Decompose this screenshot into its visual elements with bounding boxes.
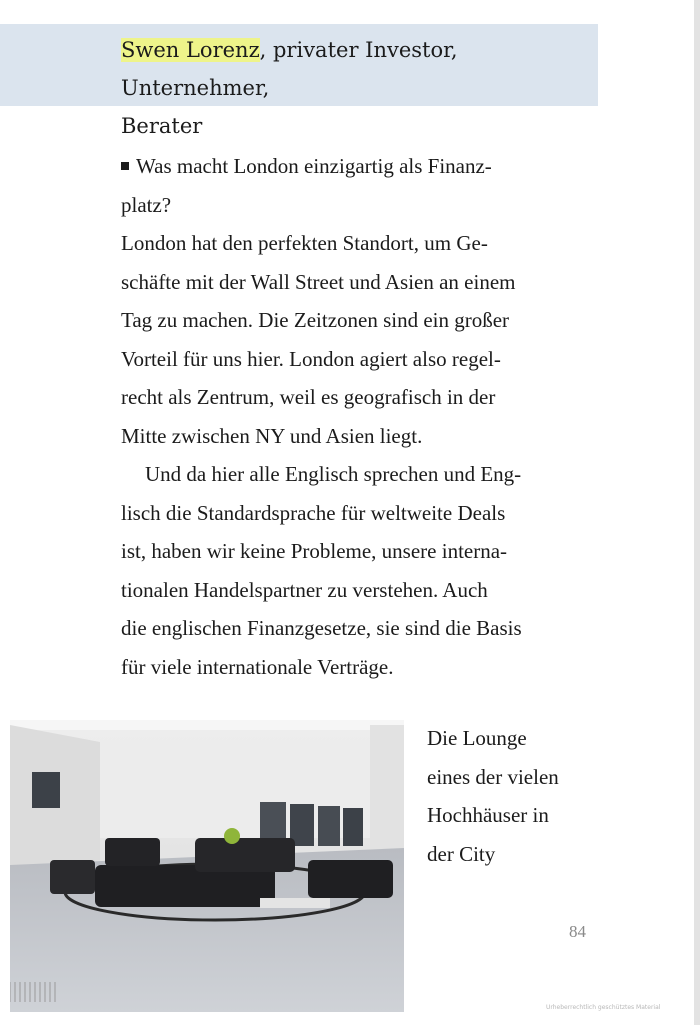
text-line: Tag zu machen. Die Zeitzonen sind ein großer — [121, 308, 510, 332]
text-line: schäfte mit der Wall Street und Asien an einem — [121, 269, 516, 294]
lounge-photo — [10, 720, 404, 1012]
photo-caption — [427, 719, 597, 873]
question — [121, 147, 596, 224]
copyright-watermark: Urheberrechtlich geschütztes Material — [546, 1004, 661, 1011]
bullet-icon — [121, 162, 129, 170]
author-description: , privater Investor, Unternehmer, — [121, 38, 458, 100]
question-line: platz? — [121, 192, 172, 217]
text-line: recht als Zentrum, weil es geografisch in der — [121, 385, 496, 409]
text-line: lisch die Standardsprache für weltweite Deals — [121, 500, 506, 525]
text-line: Mitte zwischen NY und Asien liegt. — [121, 423, 423, 448]
text-line: tionalen Handelspartner zu verstehen. Auch — [121, 577, 488, 602]
text-line: die englischen Finanzgesetze, sie sind die Basis — [121, 616, 522, 640]
question-line: Was macht London einzigartig als Finanz- — [136, 154, 492, 178]
text-line: Vorteil für uns hier. London agiert also regel- — [121, 346, 501, 371]
caption-line: der City — [427, 841, 496, 866]
author-description-line2: Berater — [121, 114, 203, 138]
caption-line: Hochhäuser in — [427, 803, 549, 827]
body-text — [121, 147, 596, 686]
paragraph-2 — [121, 455, 596, 686]
text-line: Und da hier alle Englisch sprechen und Eng- — [145, 462, 522, 486]
caption-line: Die Lounge — [427, 726, 527, 750]
page-number: 84 — [569, 922, 586, 941]
text-line: für viele internationale Verträge. — [121, 654, 394, 679]
caption-line: eines der vielen — [427, 764, 559, 789]
author-name: Swen Lorenz — [121, 38, 260, 62]
paragraph-1 — [121, 224, 596, 455]
text-line: ist, haben wir keine Probleme, unsere interna- — [121, 539, 508, 563]
text-line: London hat den perfekten Standort, um Ge- — [121, 231, 488, 255]
author-header — [121, 31, 591, 145]
